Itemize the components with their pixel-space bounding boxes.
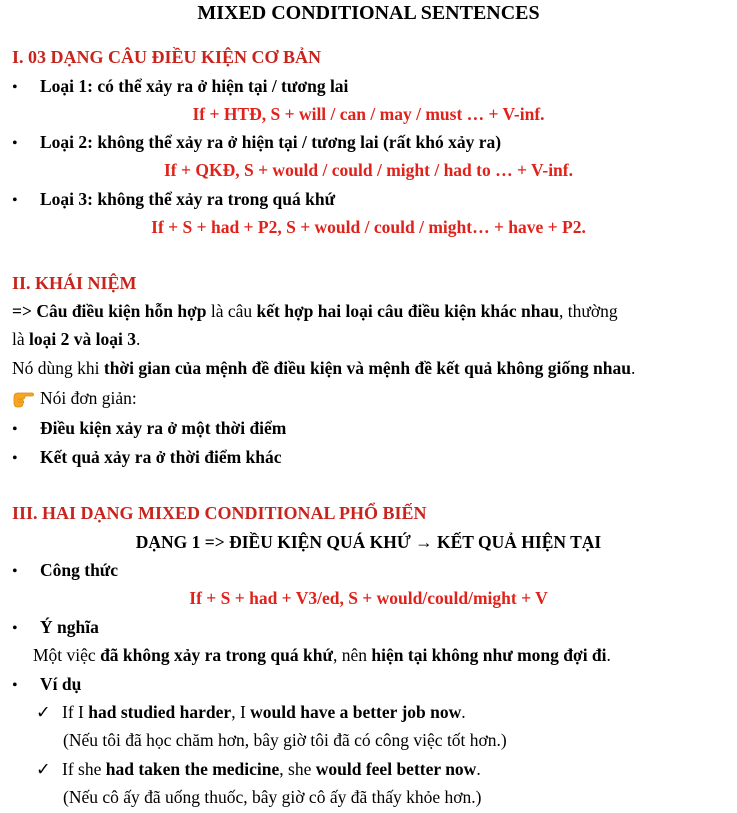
list-item — [12, 75, 348, 99]
bullet-dot-icon: • — [12, 620, 18, 637]
list-item: • Ví dụ — [12, 673, 81, 697]
list-item: • Kết quả xảy ra ở thời điểm khác — [12, 446, 282, 470]
list-item — [12, 131, 501, 155]
bullet-dot-icon: • — [12, 450, 18, 467]
example-2-translation: (Nếu cô ấy đã uống thuốc, bây giờ cô ấy đã thấy khỏe hơn.) — [63, 787, 482, 807]
type1-label: Loại 1: có thể xảy ra ở hiện tại / tương lai — [40, 76, 349, 96]
type2-label: Loại 2: không thể xảy ra ở hiện tại / tương lai (rất khó xảy ra) — [40, 132, 502, 152]
list-item: • Công thức — [12, 559, 118, 583]
list-item — [12, 188, 335, 212]
bullet-dot-icon: • — [12, 677, 18, 694]
simple-explanation — [12, 387, 137, 409]
section1-heading: I. 03 DẠNG CÂU ĐIỀU KIỆN CƠ BẢN — [12, 47, 322, 67]
checkmark-icon: ✓ — [36, 759, 51, 779]
definition-line-3: Nó dùng khi thời gian của mệnh đề điều kiện và mệnh đề kết quả không giống nhau. — [12, 358, 636, 378]
checkmark-icon: ✓ — [36, 702, 51, 722]
bullet-dot-icon: • — [12, 135, 18, 152]
simple-label: Nói đơn giản: — [40, 388, 137, 408]
meaning-text: Một việc đã không xảy ra trong quá khứ, nên hiện tại không như mong đợi đi. — [33, 645, 611, 665]
example-1: ✓ If I had studied harder, I would have a better job now. — [36, 702, 466, 722]
type1-formula: If + HTĐ, S + will / can / may / must … + V-inf. — [192, 104, 545, 124]
example-2: ✓ If she had taken the medicine, she would feel better now. — [36, 759, 481, 779]
section3-heading: III. HAI DẠNG MIXED CONDITIONAL PHỔ BIẾN — [12, 503, 427, 523]
mixed-formula: If + S + had + V3/ed, S + would/could/might + V — [189, 588, 548, 608]
list-item: • Điều kiện xảy ra ở một thời điểm — [12, 417, 286, 441]
page-title: MIXED CONDITIONAL SENTENCES — [197, 2, 540, 24]
section2-heading: II. KHÁI NIỆM — [12, 273, 137, 293]
section3-subheading: DẠNG 1 => ĐIỀU KIỆN QUÁ KHỨ → KẾT QUẢ HIỆN TẠI — [135, 532, 602, 552]
bullet-dot-icon: • — [12, 79, 18, 96]
pointing-hand-icon — [12, 388, 36, 408]
definition-line-1: => Câu điều kiện hỗn hợp là câu kết hợp hai loại câu điều kiện khác nhau, thường — [12, 301, 618, 321]
example-1-translation: (Nếu tôi đã học chăm hơn, bây giờ tôi đã có công việc tốt hơn.) — [63, 730, 507, 750]
bullet-dot-icon: • — [12, 192, 18, 209]
bullet-dot-icon: • — [12, 421, 18, 438]
bullet-dot-icon: • — [12, 563, 18, 580]
list-item: • Ý nghĩa — [12, 616, 99, 640]
definition-line-2: là loại 2 và loại 3. — [12, 329, 141, 349]
type3-label: Loại 3: không thể xảy ra trong quá khứ — [40, 189, 336, 209]
type2-formula: If + QKĐ, S + would / could / might / had to … + V-inf. — [164, 160, 573, 180]
type3-formula: If + S + had + P2, S + would / could / might… + have + P2. — [151, 217, 586, 237]
